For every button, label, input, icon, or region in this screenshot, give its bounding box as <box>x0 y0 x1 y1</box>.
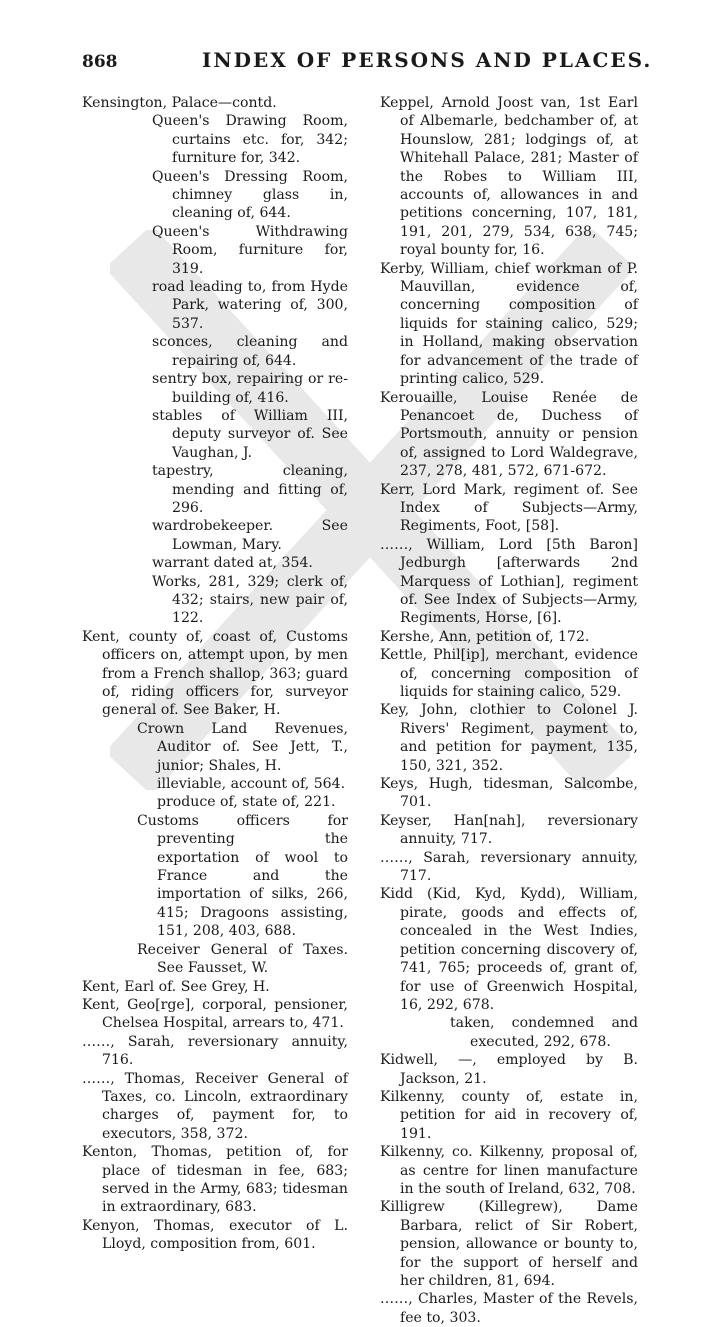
index-subentry: wardrobekeeper. See Lowman, Mary. <box>152 518 348 553</box>
index-entry: Kilkenny, county of, estate in, petition for aid in recovery of, 191. <box>380 1088 638 1142</box>
index-entry: Keppel, Arnold Joost van, 1st Earl of Albemarle, bedchamber of, at Hounslow, 281; lodgings of, at Whitehall Palace, 281; Master of the Robes to William III, accounts of, allowances in and petitions concerning, 107, 181, 191, 201, 279, 534, 638, 745; royal bounty for, 16. <box>380 95 638 259</box>
index-entry: Kilkenny, co. Kilkenny, proposal of, as centre for linen manufacture in the south of Ireland, 632, 708. <box>380 1144 638 1197</box>
index-entry: Key, John, clothier to Colonel J. Rivers' Regiment, payment to, and petition for payment, 135, 150, 321, 352. <box>380 702 638 774</box>
index-entry: Kensington, Palace—contd. <box>82 95 277 111</box>
index-entry: Kerr, Lord Mark, regiment of. See Index of Subjects—Army, Regiments, Foot, [58]. <box>380 481 638 535</box>
index-subentry: stables of William III, deputy surveyor of. See Vaughan, J. <box>152 407 348 461</box>
index-entry: Kent, Geo[rge], corporal, pensioner, Chelsea Hospital, arrears to, 471. <box>82 996 348 1032</box>
index-subentry: Receiver General of Taxes. See Fausset, W. <box>137 941 348 977</box>
index-subentry: warrant dated at, 354. <box>152 555 313 572</box>
index-subentry: Queen's Withdrawing Room, furniture for, 319. <box>152 223 348 277</box>
index-entry: Kerby, William, chief workman of P. Mauvillan, evidence of, concerning composition of liquids for staining calico, 529; in Holland, making observation for advancement of the trade of printing calico, 529. <box>380 260 638 388</box>
index-entry: Kenton, Thomas, petition of, for place of tidesman in fee, 683; served in the Army, 683; tidesman in extraordinary, 683. <box>82 1144 348 1216</box>
page-number: 868 <box>82 52 118 72</box>
index-entry: ……, Thomas, Receiver General of Taxes, co. Lincoln, extraordinary charges of, payment for, to executors, 358, 372. <box>82 1070 348 1142</box>
index-entry: Kent, Earl of. See Grey, H. <box>82 978 270 995</box>
index-subentry: sentry box, repairing or re-building of, 416. <box>152 371 348 406</box>
index-entry: Kershe, Ann, petition of, 172. <box>380 628 590 645</box>
index-subentry: Crown Land Revenues, Auditor of. See Jett, T., junior; Shales, H. <box>137 720 348 774</box>
index-entry: Kettle, Phil[ip], merchant, evidence of, concerning composition of liquids for staining calico, 529. <box>380 647 638 700</box>
index-subentry: road leading to, from Hyde Park, watering of, 300, 537. <box>152 279 348 332</box>
page-header <box>82 46 682 76</box>
index-entry: ……, Sarah, reversionary annuity, 717. <box>380 849 638 885</box>
index-entry: Keys, Hugh, tidesman, Salcombe, 701. <box>380 776 638 811</box>
index-subentry: Works, 281, 329; clerk of, 432; stairs, new pair of, 122. <box>152 573 348 627</box>
index-entry: ……, Sarah, reversionary annuity, 716. <box>82 1033 348 1069</box>
index-entry: Kent, county of, coast of, Customs officers on, attempt upon, by men from a French shallop, 363; guard of, riding officers for, surveyor general of. See Baker, H. <box>82 628 348 719</box>
index-entry: ……, William, Lord [5th Baron] Jedburgh [afterwards 2nd Marquess of Lothian], regiment of. See Index of Subjects—Army, Regiments, Horse, [6]. <box>380 536 638 627</box>
index-subentry: Queen's Drawing Room, curtains etc. for, 342; furniture for, 342. <box>152 113 348 167</box>
index-entry: ……, Charles, Master of the Revels, fee to, 303. <box>380 1291 638 1326</box>
index-entry: Kidd (Kid, Kyd, Kydd), William, pirate, goods and effects of, concealed in the West Indies, petition concerning discovery of, 741, 765; proceeds of, grant of, for use of Greenwich Hospital, 16, 292, 678. <box>380 886 638 1013</box>
index-entry: Keyser, Han[nah], reversionary annuity, 717. <box>380 812 638 848</box>
index-subentry: illeviable, account of, 564. <box>157 776 346 793</box>
left-column <box>82 94 348 1254</box>
index-subentry: tapestry, cleaning, mending and fitting of, 296. <box>152 463 348 516</box>
index-subentry: taken, condemned and executed, 292, 678. <box>450 1015 638 1050</box>
index-entry: Kidwell, —, employed by B. Jackson, 21. <box>380 1052 638 1087</box>
index-subentry: sconces, cleaning and repairing of, 644. <box>152 334 348 369</box>
index-subentry: Queen's Dressing Room, chimney glass in, cleaning of, 644. <box>152 168 348 222</box>
running-title: INDEX OF PERSONS AND PLACES. <box>202 48 653 72</box>
right-column <box>380 94 638 1327</box>
index-entry: Kenyon, Thomas, executor of L. Lloyd, composition from, 601. <box>82 1217 348 1253</box>
index-entry: Kerouaille, Louise Renée de Penancoet de, Duchess of Portsmouth, annuity or pension of, assigned to Lord Waldegrave, 237, 278, 481, 572, 671-672. <box>380 389 638 480</box>
index-subentry: Customs officers for preventing the exportation of wool to France and the importation of silks, 266, 415; Dragoons assisting, 151, 208, 403, 688. <box>137 812 348 940</box>
index-subentry: produce of, state of, 221. <box>157 794 336 811</box>
index-entry: Killigrew (Killegrew), Dame Barbara, relict of Sir Robert, pension, allowance or bounty to, for the support of herself and her children, 81, 694. <box>380 1199 638 1289</box>
